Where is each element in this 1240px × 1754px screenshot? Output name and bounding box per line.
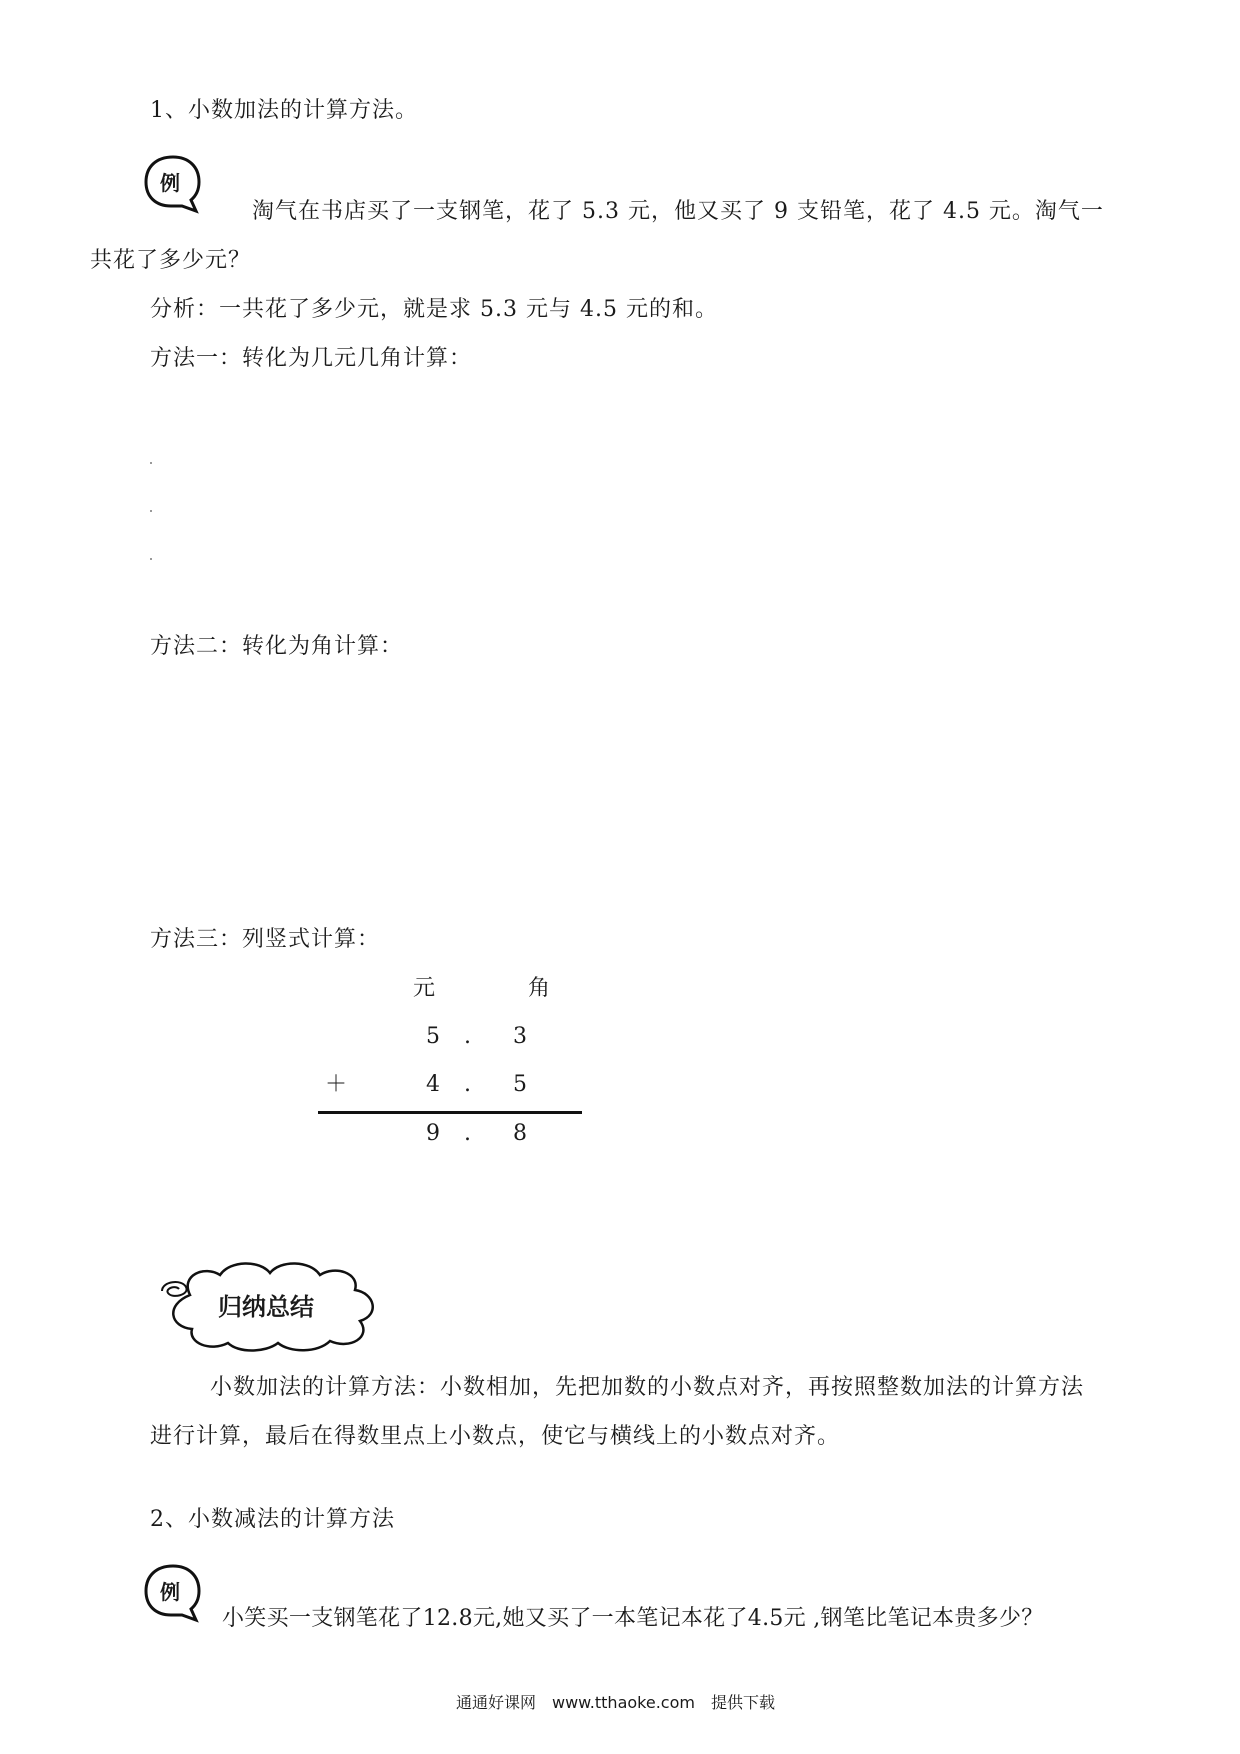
- plus-operator: ＋: [325, 1072, 349, 1097]
- section-1-heading: 1、小数加法的计算方法。: [150, 98, 418, 123]
- example-problem-line-1: 淘气在书店买了一支钢笔，花了 5.3 元，他又买了 9 支铅笔，花了 4.5 元。淘气一: [252, 199, 1104, 224]
- section-2-heading: 2、小数减法的计算方法: [150, 1507, 395, 1532]
- addend-2-digit-jiao: 5: [513, 1072, 528, 1097]
- analysis-text: 分析：一共花了多少元，就是求 5.3 元与 4.5 元的和。: [150, 297, 718, 322]
- summary-text-line-2: 进行计算，最后在得数里点上小数点，使它与横线上的小数点对齐。: [150, 1424, 841, 1449]
- method-3-label: 方法三：列竖式计算：: [150, 927, 381, 952]
- example-badge: [142, 153, 204, 215]
- summary-cloud-label: 归纳总结: [218, 1293, 314, 1321]
- blank-mark: [150, 558, 152, 560]
- sum-line: [318, 1111, 582, 1114]
- column-header-yuan: 元: [413, 976, 437, 1001]
- sum-digit-jiao: 8: [513, 1121, 528, 1146]
- sum-point: .: [464, 1121, 472, 1146]
- summary-text-line-1: 小数加法的计算方法：小数相加，先把加数的小数点对齐，再按照整数加法的计算方法: [210, 1375, 1085, 1400]
- footer-text: 通通好课网 www.tthaoke.com 提供下载: [456, 1693, 775, 1712]
- example-badge-label: 例: [160, 1580, 180, 1604]
- blank-mark: [150, 462, 152, 464]
- addend-2-digit-yuan: 4: [426, 1072, 441, 1097]
- method-2-label: 方法二：转化为角计算：: [150, 634, 404, 659]
- blank-mark: [150, 510, 152, 512]
- example-2-problem: 小笑买一支钢笔花了12.8元,她又买了一本笔记本花了4.5元 ,钢笔比笔记本贵多少？: [222, 1606, 1044, 1631]
- method-1-label: 方法一：转化为几元几角计算：: [150, 346, 473, 371]
- example-problem-line-2: 共花了多少元？: [90, 248, 252, 273]
- addend-1-point: .: [464, 1024, 472, 1049]
- example-badge-label: 例: [160, 171, 180, 195]
- addend-1-digit-yuan: 5: [426, 1024, 441, 1049]
- example-badge: [142, 1562, 204, 1624]
- sum-digit-yuan: 9: [426, 1121, 441, 1146]
- addend-1-digit-jiao: 3: [513, 1024, 528, 1049]
- addend-2-point: .: [464, 1072, 472, 1097]
- column-header-jiao: 角: [528, 976, 552, 1001]
- summary-cloud: [150, 1255, 390, 1355]
